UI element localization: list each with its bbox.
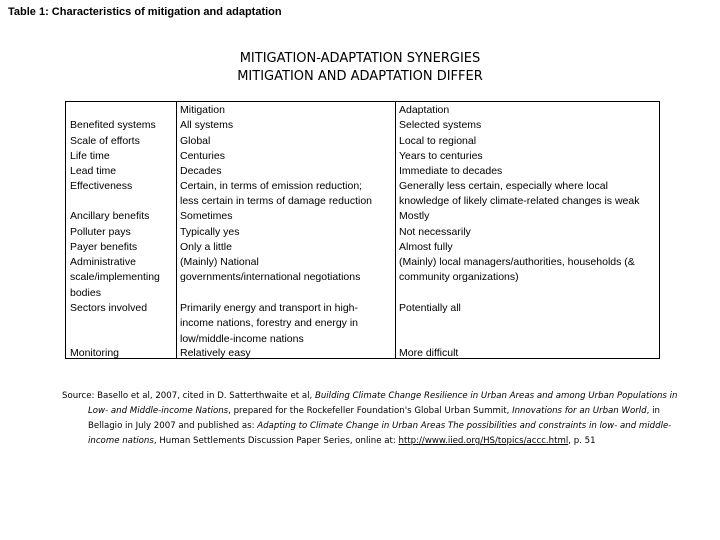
row-label: Administrative bbox=[70, 256, 136, 268]
row-label: Scale of efforts bbox=[70, 134, 140, 147]
characteristics-table bbox=[65, 101, 660, 359]
source-text: , in bbox=[646, 406, 660, 416]
row-adaptation: Almost fully bbox=[399, 241, 453, 253]
row-adaptation: Years to centuries bbox=[399, 150, 483, 162]
source-title: income nations bbox=[88, 436, 154, 446]
source-link[interactable]: http://www.iied.org/HS/topics/accc.html bbox=[398, 436, 569, 446]
row-mitigation: less certain in terms of damage reduction bbox=[180, 195, 373, 208]
row-adaptation: community organizations) bbox=[399, 271, 519, 284]
row-mitigation: All systems bbox=[180, 119, 234, 131]
row-adaptation: Not necessarily bbox=[399, 225, 471, 238]
row-mitigation: governments/international negotiations bbox=[180, 271, 361, 284]
row-label: Life time bbox=[70, 150, 110, 162]
row-adaptation: Selected systems bbox=[399, 119, 482, 131]
row-adaptation: Immediate to decades bbox=[399, 165, 503, 177]
source-title: Adapting to Climate Change in Urban Areas The possibilities and constraints in low- and middle- bbox=[257, 421, 672, 431]
title-line-1: MITIGATION-ADAPTATION SYNERGIES bbox=[239, 51, 481, 66]
row-adaptation: Mostly bbox=[399, 210, 430, 222]
source-line bbox=[88, 404, 660, 419]
row-mitigation: Primarily energy and transport in high- bbox=[180, 302, 358, 314]
row-label: Monitoring bbox=[70, 347, 120, 359]
row-label: Ancillary benefits bbox=[70, 210, 150, 222]
source-line bbox=[62, 389, 677, 404]
row-label: Effectiveness bbox=[70, 180, 133, 192]
row-adaptation: (Mainly) local managers/authorities, households (& bbox=[399, 256, 635, 268]
row-adaptation: Local to regional bbox=[399, 134, 477, 147]
column-divider bbox=[395, 102, 396, 358]
table-caption: Table 1: Characteristics of mitigation and adaptation bbox=[8, 6, 282, 18]
source-text: , prepared for the Rockefeller Foundation's Global Urban Summit, bbox=[228, 406, 513, 416]
source-line bbox=[88, 419, 671, 434]
row-label: Payer benefits bbox=[70, 241, 138, 253]
row-mitigation: income nations, forestry and energy in bbox=[180, 317, 359, 330]
source-text: Bellagio in July 2007 and published as: bbox=[88, 421, 258, 431]
row-label: Lead time bbox=[70, 165, 117, 177]
title-line-2: MITIGATION AND ADAPTATION DIFFER bbox=[237, 69, 483, 84]
row-label: Sectors involved bbox=[70, 302, 148, 314]
row-label: Polluter pays bbox=[70, 225, 131, 238]
row-mitigation: Typically yes bbox=[180, 225, 240, 238]
source-text: , p. 51 bbox=[568, 436, 596, 446]
column-divider bbox=[176, 102, 177, 358]
source-title: Low- and Middle-income Nations bbox=[88, 406, 229, 416]
row-mitigation: Centuries bbox=[180, 150, 225, 162]
header-mitigation: Mitigation bbox=[180, 104, 225, 116]
row-mitigation: Global bbox=[180, 134, 211, 147]
row-label: Benefited systems bbox=[70, 119, 156, 131]
row-adaptation: Generally less certain, especially where local bbox=[399, 180, 608, 192]
source-title: Innovations for an Urban World bbox=[512, 406, 647, 416]
row-mitigation: (Mainly) National bbox=[180, 256, 259, 268]
source-line bbox=[88, 434, 596, 449]
row-mitigation: Only a little bbox=[180, 241, 232, 253]
row-mitigation: low/middle-income nations bbox=[180, 332, 304, 345]
header-adaptation: Adaptation bbox=[399, 104, 450, 116]
row-mitigation: Relatively easy bbox=[180, 347, 251, 359]
row-mitigation: Sometimes bbox=[180, 210, 233, 222]
source-text: , Human Settlements Discussion Paper Series, online at: bbox=[153, 436, 399, 446]
row-mitigation: Decades bbox=[180, 165, 222, 177]
row-adaptation: More difficult bbox=[399, 347, 459, 359]
row-mitigation: Certain, in terms of emission reduction; bbox=[180, 180, 363, 192]
row-adaptation: knowledge of likely climate-related changes is weak bbox=[399, 195, 640, 208]
row-label: bodies bbox=[70, 286, 101, 299]
row-adaptation: Potentially all bbox=[399, 302, 461, 314]
source-title: Building Climate Change Resilience in Urban Areas and among Urban Populations in bbox=[314, 391, 678, 401]
source-text: Source: Basello et al, 2007, cited in D. Satterthwaite et al, bbox=[62, 391, 315, 401]
row-label: scale/implementing bbox=[70, 271, 160, 284]
